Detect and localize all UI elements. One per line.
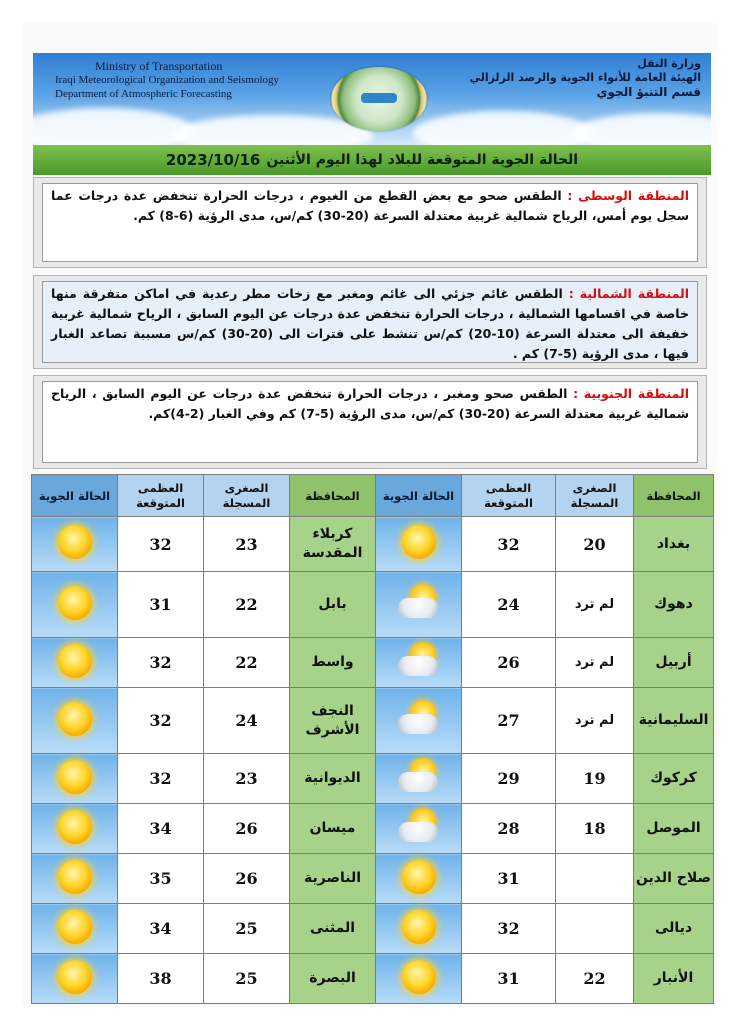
region-south-label: المنطقة الجنوبية : [573,386,689,401]
cloud-sun-icon [396,642,442,680]
organization-seal-logo [331,67,427,131]
cloud-sun-icon [396,700,442,738]
region-south-text: الطقس صحو ومغبر ، درجات الحرارة تنخفض عدة درجات عن اليوم السابق ، الرياح شمالية غربية معتدلة السرعة (20-30) كم/س، مدى الرؤية (5-7) كم وفي الغبار (2-4)كم. [51,386,689,421]
max-temp-cell: 32 [462,904,556,954]
governorate-cell: كربلاء المقدسة [290,517,376,572]
max-temp-cell: 29 [462,754,556,804]
table-row [32,688,714,754]
header-governorate-left: المحافظة [290,475,376,517]
max-temp-cell: 32 [118,517,204,572]
min-temp-cell: 20 [556,517,634,572]
weather-state-cell [32,754,118,804]
max-temp-cell: 31 [462,954,556,1004]
cloud-sun-icon [396,758,442,796]
table-header-row [32,475,714,517]
governorate-cell: الديوانية [290,754,376,804]
weather-state-cell [32,954,118,1004]
min-temp-cell [556,854,634,904]
forecast-title-bar [33,145,711,175]
governorate-cell: أربيل [634,638,714,688]
forecast-title: الحالة الجوية المتوقعة للبلاد لهذا اليوم الأثنين [266,152,579,168]
ministry-name-en: Ministry of Transportation [95,59,223,73]
region-central-text: الطقس صحو مع بعض القطع من الغيوم ، درجات الحرارة تنخفض عدة درجات عما سجل يوم أمس، الرياح شمالية غربية معتدلة السرعة (20-30) كم/س، مدى الرؤية (6-8) كم. [51,188,689,223]
table-row [32,572,714,638]
governorate-cell: الناصرية [290,854,376,904]
min-temp-cell: 18 [556,804,634,854]
region-south [33,375,707,469]
governorate-cell: الأنبار [634,954,714,1004]
weather-state-cell [376,754,462,804]
governorate-cell: دهوك [634,572,714,638]
min-temp-cell: 22 [204,638,290,688]
min-temp-cell: لم ترد [556,572,634,638]
header-min-right: الصغرى المسجلة [556,475,634,517]
governorate-cell: البصرة [290,954,376,1004]
weather-state-cell [376,854,462,904]
weather-state-cell [32,572,118,638]
sun-icon [58,702,92,736]
max-temp-cell: 38 [118,954,204,1004]
sun-icon [58,644,92,678]
min-temp-cell: لم ترد [556,638,634,688]
governorate-cell: بابل [290,572,376,638]
weather-state-cell [32,854,118,904]
ministry-name-ar: وزارة النقل [637,57,701,70]
table-row [32,804,714,854]
weather-state-cell [32,688,118,754]
max-temp-cell: 34 [118,904,204,954]
governorate-cell: ميسان [290,804,376,854]
region-central-label: المنطقة الوسطى : [567,188,689,203]
max-temp-cell: 32 [118,688,204,754]
min-temp-cell: 25 [204,954,290,1004]
header-max-left: العظمى المتوقعة [118,475,204,517]
weather-state-cell [376,638,462,688]
weather-state-cell [32,638,118,688]
sun-icon [58,586,92,620]
max-temp-cell: 35 [118,854,204,904]
max-temp-cell: 28 [462,804,556,854]
governorate-cell: النجف الأشرف [290,688,376,754]
max-temp-cell: 26 [462,638,556,688]
min-temp-cell: 23 [204,517,290,572]
max-temp-cell: 32 [462,517,556,572]
organization-name-en: Iraqi Meteorological Organization and Seismology [55,74,280,86]
min-temp-cell: لم ترد [556,688,634,754]
max-temp-cell: 34 [118,804,204,854]
min-temp-cell: 19 [556,754,634,804]
sun-icon [402,910,436,944]
min-temp-cell: 24 [204,688,290,754]
region-central [33,177,707,268]
max-temp-cell: 31 [462,854,556,904]
max-temp-cell: 24 [462,572,556,638]
table-row [32,954,714,1004]
table-row [32,638,714,688]
sun-icon [402,860,436,894]
weather-state-cell [32,804,118,854]
table-row [32,904,714,954]
sun-icon [58,810,92,844]
max-temp-cell: 32 [118,638,204,688]
cloud-sun-icon [396,584,442,622]
department-name-ar: قسم التنبؤ الجوي [596,85,701,99]
governorate-cell: الموصل [634,804,714,854]
min-temp-cell: 26 [204,854,290,904]
header-english-text [55,59,279,101]
min-temp-cell [556,904,634,954]
weather-state-cell [376,804,462,854]
header-weather-state-right: الحالة الجوية [376,475,462,517]
governorate-cell: السليمانية [634,688,714,754]
min-temp-cell: 23 [204,754,290,804]
governorate-cell: كركوك [634,754,714,804]
max-temp-cell: 32 [118,754,204,804]
header-min-left: الصغرى المسجلة [204,475,290,517]
governorate-cell: ديالى [634,904,714,954]
temperature-table [31,474,714,1004]
min-temp-cell: 22 [556,954,634,1004]
organization-name-ar: الهيئة العامة للأنواء الجوية والرصد الزلزالي [469,71,701,84]
weather-state-cell [376,954,462,1004]
sun-icon [58,860,92,894]
weather-state-cell [32,904,118,954]
region-north-label: المنطقة الشمالية : [568,286,690,301]
max-temp-cell: 27 [462,688,556,754]
governorate-cell: بغداد [634,517,714,572]
region-north-text: الطقس غائم جزئي الى غائم ومغبر مع زخات مطر رعدية في اماكن متفرقة منها خاصة في اقسامها الشمالية ، درجات الحرارة تنخفض عدة درجات عن اليوم السابق ، الرياح شمالية غربية خفيفة الى معتدلة السرعة (10-20) كم/س تنشط على فترات الى (20-30) كم/س مسببة تصاعد الغبار فيها ، مدى الرؤية (5-7) كم . [51,286,689,361]
min-temp-cell: 25 [204,904,290,954]
weather-state-cell [376,517,462,572]
weather-state-cell [376,572,462,638]
sun-icon [58,760,92,794]
min-temp-cell: 22 [204,572,290,638]
sun-icon [58,960,92,994]
header-max-right: العظمى المتوقعة [462,475,556,517]
sun-icon [58,910,92,944]
min-temp-cell: 26 [204,804,290,854]
weather-state-cell [376,688,462,754]
weather-state-cell [376,904,462,954]
sun-icon [402,960,436,994]
department-name-en: Department of Atmospheric Forecasting [55,88,232,100]
forecast-date: 2023/10/16 [165,151,261,169]
table-row [32,517,714,572]
sun-icon [58,525,92,559]
table-row [32,754,714,804]
weather-state-cell [32,517,118,572]
header-banner [33,53,711,145]
header-arabic-text [470,57,701,99]
governorate-cell: المثنى [290,904,376,954]
header-weather-state-left: الحالة الجوية [32,475,118,517]
region-north [33,275,707,369]
cloud-sun-icon [396,808,442,846]
max-temp-cell: 31 [118,572,204,638]
table-row [32,854,714,904]
governorate-cell: صلاح الدين [634,854,714,904]
governorate-cell: واسط [290,638,376,688]
sun-icon [402,525,436,559]
header-governorate-right: المحافظة [634,475,714,517]
